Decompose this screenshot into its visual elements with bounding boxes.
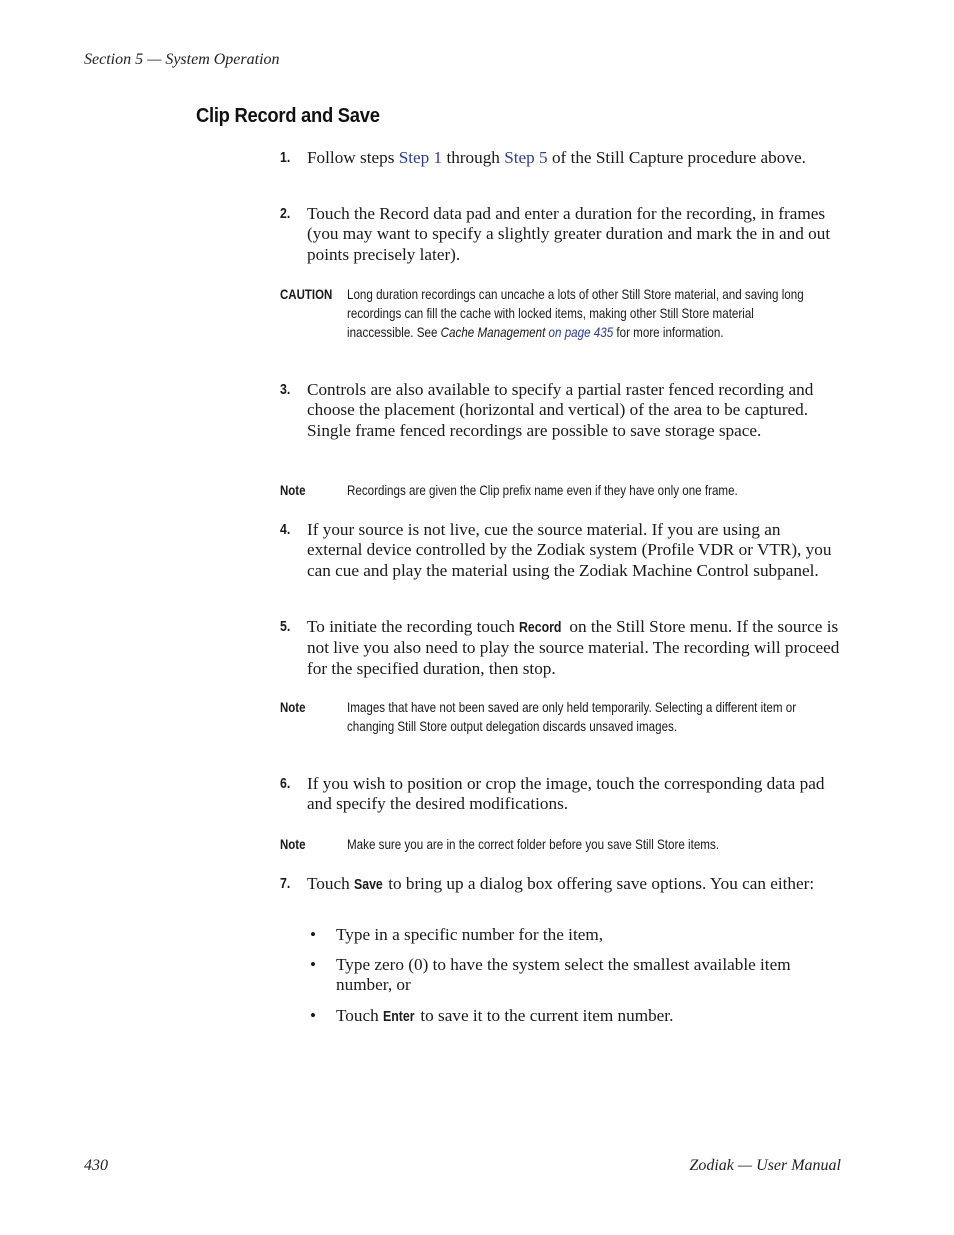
bullet-text: Type in a specific number for the item, (336, 925, 604, 944)
step-text: Controls are also available to specify a partial raster fenced recording and choose the placement (horizontal and vertical) of the area to be captured. Single frame fenced recordings are possible to save storage space. (307, 380, 814, 440)
step-text: of the Still Capture procedure above. (547, 148, 806, 167)
step-text: If you wish to position or crop the image, touch the corresponding data pad and specify the desired modifications. (307, 774, 825, 814)
step-text: on the Still Store menu. If the source is not live you also need to play the source material. The recording will proceed for the specified duration, then stop. (307, 617, 840, 678)
step-4 (280, 520, 840, 581)
note-2 (280, 698, 820, 736)
manual-title: Zodiak — User Manual (689, 1157, 841, 1174)
step-number: 5. (280, 619, 291, 635)
step-text: to bring up a dialog box offering save options. You can either: (383, 874, 815, 893)
caution-text: Long duration recordings can uncache a lots of other Still Store material, and saving long recordings can fill the cache with locked items, making other Still Store material inaccessible. See (347, 286, 804, 340)
note-label: Note (280, 836, 306, 852)
section-title: Clip Record and Save (196, 105, 380, 127)
step-6 (280, 774, 840, 815)
step-text: Touch the Record data pad and enter a duration for the recording, in frames (you may want to specify a slightly greater duration and mark the in and out points precisely later). (307, 204, 831, 264)
bullet-icon: • (310, 925, 317, 944)
note-label: Note (280, 482, 306, 498)
bullet-item (308, 955, 840, 996)
note-text: Make sure you are in the correct folder before you save Still Store items. (347, 836, 720, 852)
page-number: 430 (84, 1157, 108, 1174)
bullet-text: Touch (336, 1006, 384, 1025)
enter-keyword: Enter (383, 1009, 415, 1025)
note-label: Note (280, 699, 306, 715)
note-text: Recordings are given the Clip prefix name even if they have only one frame. (347, 482, 738, 498)
step-number: 6. (280, 776, 291, 792)
step-2 (280, 204, 840, 265)
step-text: To initiate the recording touch (307, 617, 520, 636)
note-1 (280, 481, 820, 500)
step-3 (280, 380, 840, 441)
bullet-text: to save it to the current item number. (416, 1006, 674, 1025)
caution-box (280, 285, 820, 341)
caution-text: for more information. (613, 323, 724, 340)
step-text: Touch (307, 874, 355, 893)
step-7 (280, 874, 840, 895)
step-text: Follow steps (307, 148, 399, 167)
step-5-link[interactable]: Step 5 (504, 148, 548, 167)
step-text: through (442, 148, 505, 167)
bullet-icon: • (310, 1006, 317, 1025)
bullet-item (308, 925, 840, 945)
step-number: 1. (280, 150, 291, 166)
caution-label: CAUTION (280, 286, 333, 302)
step-text: If your source is not live, cue the source material. If you are using an external device controlled by the Zodiak system (Profile VDR or VTR), you can cue and play the material using the Zodiak Machine Control subpanel. (307, 520, 832, 580)
step-5 (280, 617, 840, 679)
step-number: 4. (280, 522, 291, 538)
save-keyword: Save (354, 877, 383, 893)
running-header: Section 5 — System Operation (84, 51, 280, 68)
caution-reference: Cache Management (440, 323, 546, 340)
step-number: 2. (280, 206, 291, 222)
record-keyword: Record (519, 620, 562, 636)
note-text: Images that have not been saved are only held temporarily. Selecting a different item or changing Still Store output delegation discards unsaved images. (347, 699, 797, 734)
bullet-item (308, 1006, 840, 1027)
step-1-link[interactable]: Step 1 (398, 148, 443, 167)
step-number: 3. (280, 382, 291, 398)
step-number: 7. (280, 876, 291, 892)
bullet-icon: • (310, 955, 317, 974)
page-435-link[interactable]: on page 435 (548, 323, 614, 340)
bullet-text: Type zero (0) to have the system select the smallest available item number, or (336, 955, 791, 995)
step-1 (280, 148, 840, 168)
note-3 (280, 835, 820, 854)
